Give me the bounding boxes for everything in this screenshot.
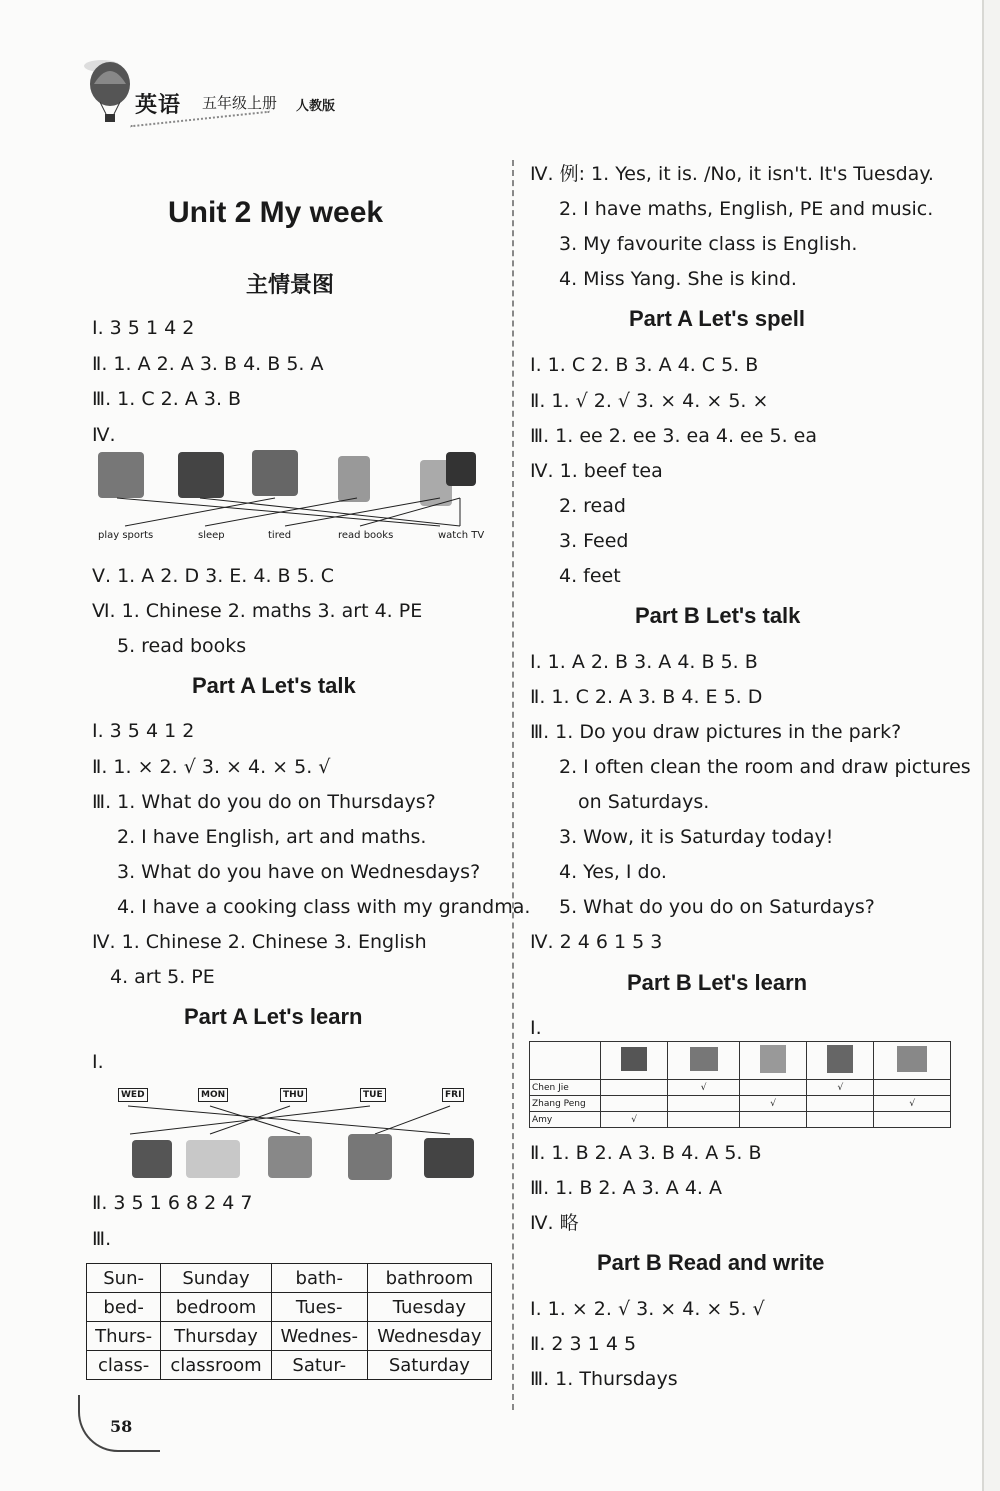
tv-picture (621, 1047, 647, 1071)
picture-label: read books (338, 530, 394, 541)
section-title-b-talk: Part B Let's talk (635, 603, 801, 628)
grid-check: √ (874, 1096, 951, 1112)
word-cell: bathroom (367, 1264, 491, 1293)
tv-room-picture (424, 1138, 474, 1178)
answer-line: Ⅲ. (92, 1228, 112, 1250)
grid-check: √ (668, 1080, 740, 1096)
answer-line: Ⅱ. 1. A 2. A 3. B 4. B 5. A (92, 353, 324, 375)
section-title-b-read-write: Part B Read and write (597, 1250, 825, 1275)
word-cell: Wednesday (367, 1322, 491, 1351)
picture-label: tired (268, 530, 292, 541)
word-cell: bedroom (161, 1293, 271, 1322)
answer-line: 5. What do you do on Saturdays? (559, 896, 875, 918)
answer-line: Ⅰ. 1. A 2. B 3. A 4. B 5. B (530, 651, 758, 673)
reading-picture (348, 1134, 392, 1180)
answer-line: Ⅰ. (530, 1017, 542, 1039)
column-divider (512, 160, 514, 1410)
answer-line: Ⅱ. 1. B 2. A 3. B 4. A 5. B (530, 1142, 762, 1164)
answer-line: Ⅴ. 1. A 2. D 3. E. 4. B 5. C (92, 565, 335, 587)
section-title-a-spell: Part A Let's spell (629, 306, 805, 331)
answer-line: 3. My favourite class is English. (559, 233, 858, 255)
answer-line: Ⅲ. 1. C 2. A 3. B (92, 388, 242, 410)
grid-name: Amy (530, 1112, 601, 1128)
answer-line: Ⅳ. 1. beef tea (530, 460, 663, 482)
tired-picture (252, 450, 298, 496)
section-title-scene: 主情景图 (246, 272, 335, 297)
answer-line: Ⅱ. 1. √ 2. √ 3. × 4. × 5. × (530, 390, 769, 412)
answer-line: on Saturdays. (578, 791, 710, 813)
answer-line: 2. I have maths, English, PE and music. (559, 198, 934, 220)
calendar-icon: WED (118, 1088, 148, 1102)
answer-line: Ⅱ. 1. C 2. A 3. B 4. E 5. D (530, 686, 763, 708)
answer-line: Ⅰ. (92, 1051, 104, 1073)
play-sports-picture (98, 452, 144, 498)
calendar-icon: FRI (442, 1088, 464, 1102)
answer-line: 4. Yes, I do. (559, 861, 667, 883)
matching-lines (95, 496, 495, 532)
word-table (86, 1263, 492, 1380)
answer-line: Ⅰ. 3 5 4 1 2 (92, 720, 195, 742)
answer-line: Ⅵ. 1. Chinese 2. maths 3. art 4. PE (92, 600, 423, 622)
word-cell: bed- (87, 1293, 161, 1322)
answer-line: 2. I often clean the room and draw pictures (559, 756, 971, 778)
grid-check: √ (601, 1112, 668, 1128)
sleep-picture (897, 1046, 927, 1072)
word-cell: Tues- (271, 1293, 367, 1322)
word-cell: class- (87, 1351, 161, 1380)
word-cell: Thursday (161, 1322, 271, 1351)
hot-air-balloon-icon (80, 58, 140, 128)
answer-line: 3. Wow, it is Saturday today! (559, 826, 834, 848)
picture-label: sleep (198, 530, 225, 541)
play-sports-picture (827, 1045, 853, 1073)
unit-title: Unit 2 My week (168, 196, 384, 229)
grid-check: √ (807, 1080, 874, 1096)
answer-line: Ⅲ. 1. B 2. A 3. A 4. A (530, 1177, 722, 1199)
answer-line: Ⅲ. 1. Do you draw pictures in the park? (530, 721, 902, 743)
kitchen-picture (690, 1047, 718, 1071)
section-title-b-learn: Part B Let's learn (627, 970, 808, 995)
word-cell: bath- (271, 1264, 367, 1293)
answer-line: Ⅱ. 3 5 1 6 8 2 4 7 (92, 1192, 253, 1214)
grid-check: √ (740, 1096, 807, 1112)
answer-line: Ⅱ. 1. × 2. √ 3. × 4. × 5. √ (92, 756, 331, 778)
word-cell: Wednes- (271, 1322, 367, 1351)
answer-line: Ⅳ. 略 (530, 1212, 579, 1234)
subject-label: 英语 (135, 93, 182, 118)
matching-lines (110, 1104, 480, 1140)
answer-line: 4. art 5. PE (110, 966, 215, 988)
answer-line: 4. feet (559, 565, 621, 587)
section-title-a-learn: Part A Let's learn (184, 1004, 363, 1029)
answer-line: Ⅰ. 1. C 2. B 3. A 4. C 5. B (530, 354, 759, 376)
answer-line: Ⅱ. 2 3 1 4 5 (530, 1333, 637, 1355)
calendar-icon: MON (198, 1088, 228, 1102)
answer-line: 4. I have a cooking class with my grandma. (117, 896, 531, 918)
answer-line: Ⅰ. 1. × 2. √ 3. × 4. × 5. √ (530, 1298, 765, 1320)
word-cell: classroom (161, 1351, 271, 1380)
section-title-a-talk: Part A Let's talk (192, 673, 356, 698)
answer-line: 3. What do you have on Wednesdays? (117, 861, 481, 883)
answer-line: 2. I have English, art and maths. (117, 826, 427, 848)
answer-line: Ⅳ. (92, 424, 116, 446)
answer-line: Ⅳ. 1. Chinese 2. Chinese 3. English (92, 931, 427, 953)
word-cell: Thurs- (87, 1322, 161, 1351)
answer-line: Ⅲ. 1. ee 2. ee 3. ea 4. ee 5. ea (530, 425, 817, 447)
answer-line: 5. read books (117, 635, 247, 657)
word-cell: Tuesday (367, 1293, 491, 1322)
word-cell: Sun- (87, 1264, 161, 1293)
page-header (50, 40, 380, 135)
grade-label: 五年级上册 (202, 94, 278, 112)
answer-line: 4. Miss Yang. She is kind. (559, 268, 797, 290)
answer-line: Ⅰ. 3 5 1 4 2 (92, 317, 195, 339)
kitchen-picture (186, 1140, 240, 1178)
answer-line: 3. Feed (559, 530, 629, 552)
page-number: 58 (110, 1417, 133, 1436)
picture-label: watch TV (438, 530, 485, 541)
doctor-picture (268, 1136, 312, 1178)
word-cell: Satur- (271, 1351, 367, 1380)
answer-line: 2. read (559, 495, 626, 517)
word-cell: Saturday (367, 1351, 491, 1380)
answer-line: Ⅳ. 例: 1. Yes, it is. /No, it isn't. It's Tuesday. (530, 163, 934, 185)
answer-line: Ⅲ. 1. What do you do on Thursdays? (92, 791, 436, 813)
tv-picture (446, 452, 476, 486)
picture-label: play sports (98, 530, 154, 541)
word-cell: Sunday (161, 1264, 271, 1293)
calendar-icon: TUE (360, 1088, 386, 1102)
check-grid (529, 1041, 951, 1128)
sleep-picture (178, 452, 224, 498)
calendar-icon: THU (280, 1088, 307, 1102)
piano-picture (132, 1140, 172, 1178)
grid-name: Zhang Peng (530, 1096, 601, 1112)
edition-label: 人教版 (296, 99, 336, 114)
answer-line: Ⅲ. 1. Thursdays (530, 1368, 678, 1390)
answer-line: Ⅳ. 2 4 6 1 5 3 (530, 931, 663, 953)
reading-picture (760, 1045, 786, 1073)
grid-name: Chen Jie (530, 1080, 601, 1096)
